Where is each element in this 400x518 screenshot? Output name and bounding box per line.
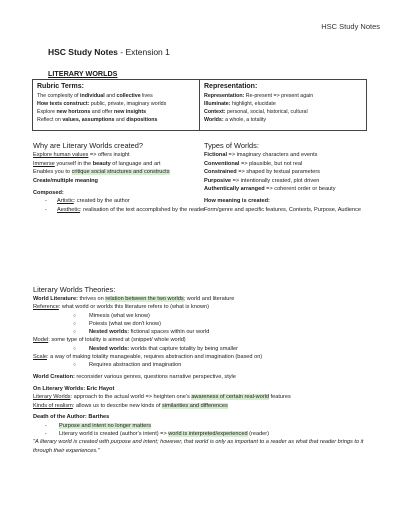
bold-term: Conventional [204, 160, 240, 167]
circle-bullet-icon: ○ [73, 362, 77, 369]
text: : some type of totality is aimed at (snippet/ whole world) [48, 337, 186, 344]
rubric-text: The complexity of [37, 92, 80, 99]
text: Requires abstraction and imagination [89, 362, 182, 369]
bold-term: Composed: [33, 189, 64, 196]
circle-bullet-icon: ○ [73, 345, 77, 352]
highlighted-text: world is interpreted/experienced [168, 430, 248, 437]
list-item [33, 328, 378, 336]
why-line [33, 168, 208, 177]
text: (reader) [247, 430, 270, 437]
text: => shaped by textual parameters [236, 169, 320, 176]
bold-term: Create/multiple meaning [33, 177, 98, 184]
running-head: HSC Study Notes [321, 22, 380, 31]
bold-term: World Literature: [33, 296, 78, 302]
highlighted-text: awareness of certain real-world [191, 394, 270, 401]
theories-heading: Literary Worlds Theories: [33, 285, 116, 294]
rubric-keyword: new insights [114, 108, 147, 115]
representation-header: Representation: [204, 83, 258, 90]
rubric-text: Explore [37, 108, 57, 115]
why-line [33, 160, 208, 169]
circle-bullet-icon: ○ [73, 312, 77, 319]
term: Representation: [204, 92, 245, 99]
list-item [33, 320, 378, 328]
rubric-row [37, 116, 195, 124]
text: => intentionally created, plot driven [231, 177, 320, 184]
rubric-row [37, 92, 195, 100]
rubric-row [37, 100, 195, 108]
underlined-term: Model [33, 337, 49, 344]
definitions-table [32, 79, 367, 131]
term: Illuminate: [204, 100, 231, 107]
types-heading: Types of Worlds: [204, 141, 259, 150]
text: : a way of making totality manageable, requires abstraction and imagination (based on) [47, 354, 263, 361]
text: yourself in the [54, 160, 93, 167]
list-item [33, 345, 378, 353]
rubric-row [37, 108, 195, 116]
text: : allows us to describe new kinds of [72, 402, 163, 409]
highlighted-text: relation between the two worlds [105, 296, 184, 302]
list-item [45, 206, 208, 215]
bold-term: Constrained [204, 169, 237, 176]
bold-term: Purposive [204, 177, 232, 184]
theory-line [33, 353, 378, 361]
list-item [45, 197, 208, 206]
text: of language and art [110, 160, 161, 167]
circle-bullet-icon: ○ [73, 329, 77, 336]
text: => offers insight [88, 152, 130, 158]
bold-term: On Literary Worlds: Eric Hayot [33, 385, 115, 392]
text: Poiesis (what we don't know) [89, 320, 161, 327]
type-item [204, 177, 379, 186]
definition: Re-present => present again [244, 92, 314, 99]
theory-line [33, 295, 378, 303]
rubric-keyword: new horizons [56, 108, 91, 115]
type-item [204, 168, 379, 177]
bold-term: Nested worlds: [89, 345, 130, 352]
bold-term: Death of the Author: Barthes [33, 414, 110, 421]
why-heading: Why are Literary Worlds created? [33, 141, 143, 150]
rubric-terms-column [33, 80, 199, 130]
bold-term: Fictional [204, 152, 227, 158]
representation-row [204, 92, 362, 100]
type-item [204, 151, 379, 160]
why-line [33, 151, 208, 160]
rubric-text: public, private, imaginary worlds [89, 100, 167, 107]
underlined-term: Immerse [33, 160, 55, 167]
theory-line [33, 402, 378, 410]
text: : approach to the actual world => heighten one's [70, 394, 192, 401]
rubric-terms-header: Rubric Terms: [37, 83, 84, 90]
text: Literary world is created (author's intent) => [59, 430, 169, 437]
representation-row [204, 100, 362, 108]
circle-bullet-icon: ○ [73, 320, 77, 327]
bold-term: World Creation: [33, 374, 75, 381]
representation-row [204, 108, 362, 116]
why-line [33, 177, 208, 186]
highlighted-text: Purpose and intent no longer matters [59, 422, 152, 429]
title-bold: HSC Study Notes [48, 47, 118, 57]
text: Mimesis (what we know) [89, 312, 150, 319]
bold-term: Nested worlds: [89, 329, 130, 336]
text: => coherent order or beauty [264, 186, 336, 193]
rubric-keyword: How texts construct: [37, 100, 90, 107]
definition: highlight, elucidate [230, 100, 276, 107]
text: : created by the author [73, 198, 130, 205]
definition: a whole, a totality [223, 117, 267, 124]
list-item [45, 430, 378, 438]
composed-label [33, 189, 208, 198]
definition: personal, social, historical, cultural [225, 108, 308, 115]
text: Enables you to [33, 169, 72, 176]
underlined-term: Aesthetic [57, 207, 81, 214]
text: => imaginary characters and events [227, 152, 318, 158]
document-title [48, 47, 170, 57]
list-item [33, 312, 378, 320]
theory-line [33, 303, 378, 311]
types-of-worlds-section [204, 141, 379, 215]
bold-term: How meaning is created: [204, 198, 270, 205]
underlined-term: Literary Worlds [33, 394, 71, 401]
rubric-keyword: collective [116, 92, 141, 99]
title-rest: - Extension 1 [117, 47, 170, 57]
representation-column [199, 80, 366, 130]
type-item [204, 160, 379, 169]
hayot-heading [33, 385, 378, 393]
barthes-heading [33, 413, 378, 421]
meaning-label [204, 197, 379, 206]
list-item [33, 361, 378, 369]
underlined-term: Explore human values [33, 152, 89, 158]
text: thrives on [77, 296, 106, 302]
section-title: LITERARY WORLDS [48, 69, 118, 78]
term: Context: [204, 108, 226, 115]
text: reconsider various genres, questions narrative perspective, style [74, 374, 236, 381]
underlined-term: Scale [33, 354, 47, 361]
text: ; world and literature [183, 296, 235, 302]
representation-row [204, 116, 362, 124]
text: : realisation of the text accomplished by the reader [80, 207, 206, 214]
text: worlds that capture totality by being smaller [129, 345, 238, 352]
rubric-text: Reflect on [37, 117, 63, 124]
underlined-term: Artistic [57, 198, 74, 205]
text: features [269, 394, 291, 401]
barthes-quote: "A literary world is created with purpose and intent; however, that world is only as important to a reader as what that reader brings to it through their experiences." [33, 439, 364, 454]
rubric-keyword: dispositions [126, 117, 158, 124]
barthes-list [33, 422, 378, 439]
rubric-text: and [114, 117, 127, 124]
underlined-term: Reference [33, 304, 59, 311]
rubric-text: lives [140, 92, 153, 99]
text: fictional spaces within our world [129, 329, 210, 336]
rubric-keyword: individual [79, 92, 105, 99]
composed-list [33, 197, 208, 214]
text: : what world or worlds this literature refers to (what is known) [58, 304, 209, 311]
highlighted-text: critique social structures and constructs [71, 169, 170, 176]
rubric-text: and offer [90, 108, 115, 115]
type-item [204, 185, 379, 194]
underlined-term: Kinds of realism [33, 402, 73, 409]
why-created-section [33, 141, 208, 215]
meaning-text: Form/genre and specific features, Contexts, Purpose, Audience [204, 207, 362, 214]
highlighted-text: similarities and differences [162, 402, 228, 409]
bold-term: Authentically arranged [204, 186, 265, 193]
bold-term: beauty [92, 160, 111, 167]
rubric-text: and [104, 92, 117, 99]
list-item [45, 422, 378, 430]
text: => plausible, but not real [239, 160, 303, 167]
theory-line [33, 336, 378, 344]
theory-line [33, 373, 378, 381]
theory-line [33, 393, 378, 401]
theories-section [33, 285, 378, 455]
rubric-keyword: values, assumptions [62, 117, 115, 124]
term: Worlds: [204, 117, 224, 124]
